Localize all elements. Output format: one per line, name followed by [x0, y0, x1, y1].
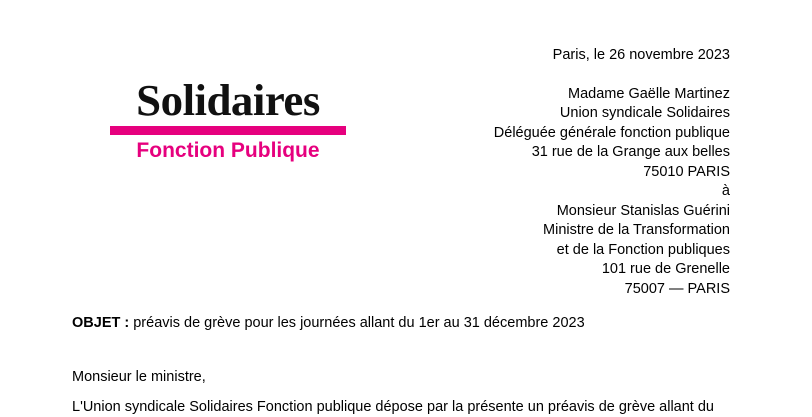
letter-subject [72, 314, 585, 333]
letterhead-address-block [494, 46, 730, 299]
recipient-line: Monsieur Stanislas Guérini [556, 202, 730, 219]
sender-line: 75010 PARIS [643, 163, 730, 180]
letter-salutation: Monsieur le ministre, [72, 369, 206, 385]
solidaires-logo [108, 78, 348, 163]
sender-line: 31 rue de la Grange aux belles [531, 144, 730, 160]
recipient-line: Ministre de la Transformation [543, 222, 730, 238]
sender-line: Déléguée générale fonction publique [493, 124, 730, 141]
recipient-line: et de la Fonction publiques [556, 241, 730, 258]
letter-paragraph: L'Union syndicale Solidaires Fonction publique dépose par la présente un préavis de grève allant du [72, 399, 714, 415]
sender-line: Madame Gaëlle Martinez [568, 85, 730, 102]
address-connector: à [721, 183, 730, 199]
logo-subtitle: Fonction Publique [136, 139, 320, 162]
recipient-line: 75007 — PARIS [624, 280, 730, 297]
recipient-line: 101 rue de Grenelle [601, 261, 730, 277]
subject-text: préavis de grève pour les journées allant du 1er au 31 décembre 2023 [129, 315, 585, 331]
logo-wordmark: Solidaires [136, 76, 320, 125]
letter-date: Paris, le 26 novembre 2023 [552, 47, 730, 63]
logo-pink-bar [110, 126, 346, 135]
sender-line: Union syndicale Solidaires [559, 105, 730, 121]
subject-label: OBJET : [72, 315, 130, 331]
